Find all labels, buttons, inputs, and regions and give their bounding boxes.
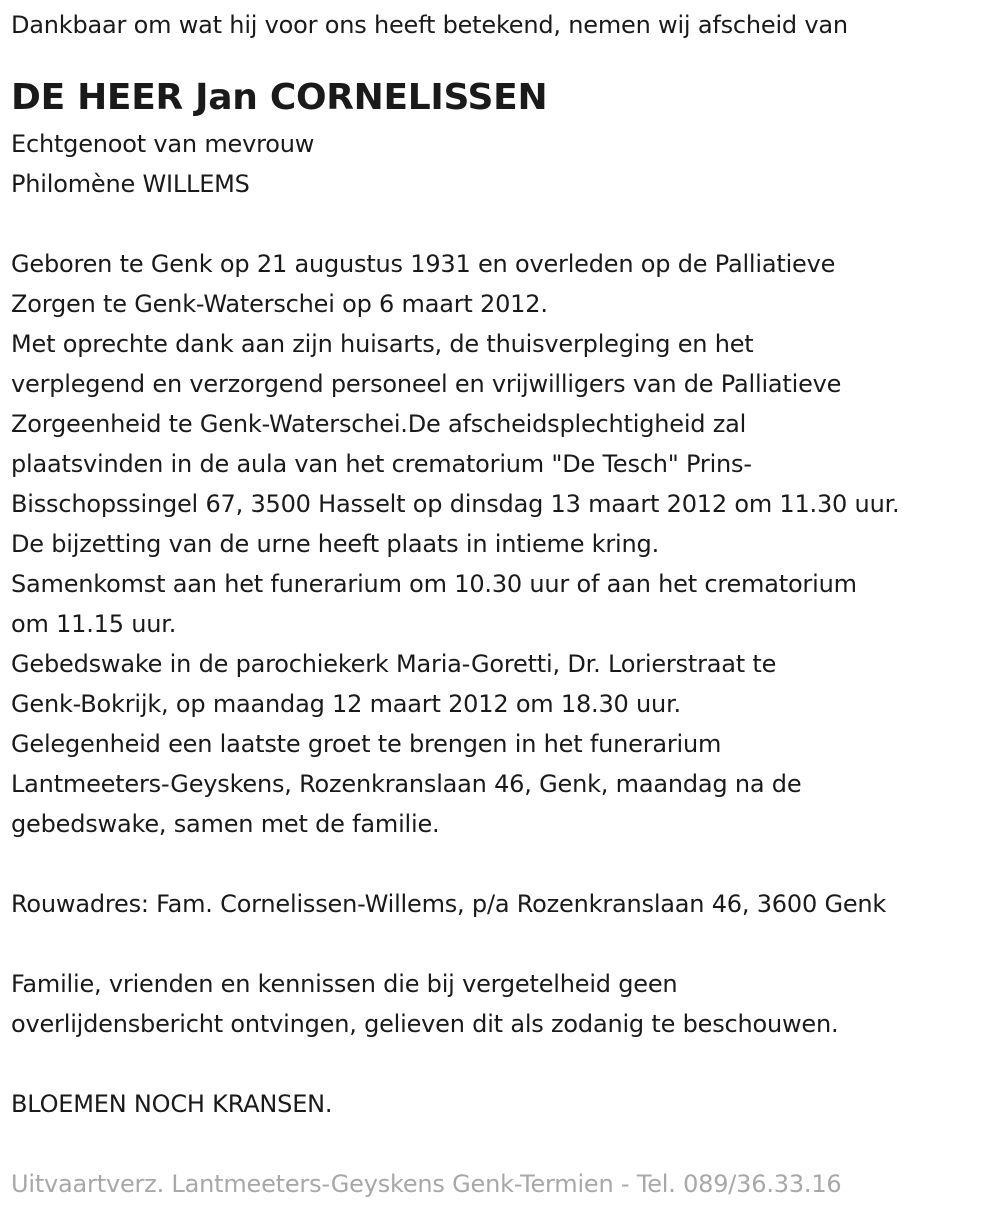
details-line: Lantmeeters-Geyskens, Rozenkranslaan 46, Genk, maandag na de: [11, 770, 802, 798]
details-line: verplegend en verzorgend personeel en vrijwilligers van de Palliatieve: [11, 370, 842, 398]
details-line: gebedswake, samen met de familie.: [11, 810, 440, 838]
details-line: Geboren te Genk op 21 augustus 1931 en overleden op de Palliatieve: [11, 250, 836, 278]
flowers-note: BLOEMEN NOCH KRANSEN.: [11, 1090, 333, 1118]
family-note-line: Familie, vrienden en kennissen die bij vergetelheid geen: [11, 970, 678, 998]
details-line: Gebedswake in de parochiekerk Maria-Goretti, Dr. Lorierstraat te: [11, 650, 777, 678]
deceased-name: DE HEER Jan CORNELISSEN: [11, 77, 548, 118]
details-line: Samenkomst aan het funerarium om 10.30 uur of aan het crematorium: [11, 570, 857, 598]
details-line: Met oprechte dank aan zijn huisarts, de thuisverpleging en het: [11, 330, 754, 358]
mourning-address: Rouwadres: Fam. Cornelissen-Willems, p/a Rozenkranslaan 46, 3600 Genk: [11, 890, 887, 918]
family-note: [11, 964, 996, 1044]
details-line: plaatsvinden in de aula van het crematorium "De Tesch" Prins-: [11, 450, 752, 478]
details-line: Bisschopssingel 67, 3500 Hasselt op dinsdag 13 maart 2012 om 11.30 uur.: [11, 490, 900, 518]
details-line: Zorgen te Genk-Waterschei op 6 maart 2012.: [11, 290, 548, 318]
funeral-home-footer: Uitvaartverz. Lantmeeters-Geyskens Genk-Termien - Tel. 089/36.33.16: [11, 1170, 842, 1198]
spouse-line: Echtgenoot van mevrouw: [11, 130, 315, 158]
details-line: Gelegenheid een laatste groet te brengen in het funerarium: [11, 730, 722, 758]
intro-text: Dankbaar om wat hij voor ons heeft betekend, nemen wij afscheid van: [11, 11, 848, 39]
details-block: [11, 244, 996, 844]
obituary-notice: [11, 0, 996, 1204]
details-line: Zorgeenheid te Genk-Waterschei.De afscheidsplechtigheid zal: [11, 410, 747, 438]
family-note-line: overlijdensbericht ontvingen, gelieven dit als zodanig te beschouwen.: [11, 1010, 839, 1038]
details-line: om 11.15 uur.: [11, 610, 177, 638]
spouse-name: Philomène WILLEMS: [11, 170, 250, 198]
spouse-block: [11, 124, 996, 204]
details-line: De bijzetting van de urne heeft plaats in intieme kring.: [11, 530, 659, 558]
details-line: Genk-Bokrijk, op maandag 12 maart 2012 om 18.30 uur.: [11, 690, 681, 718]
